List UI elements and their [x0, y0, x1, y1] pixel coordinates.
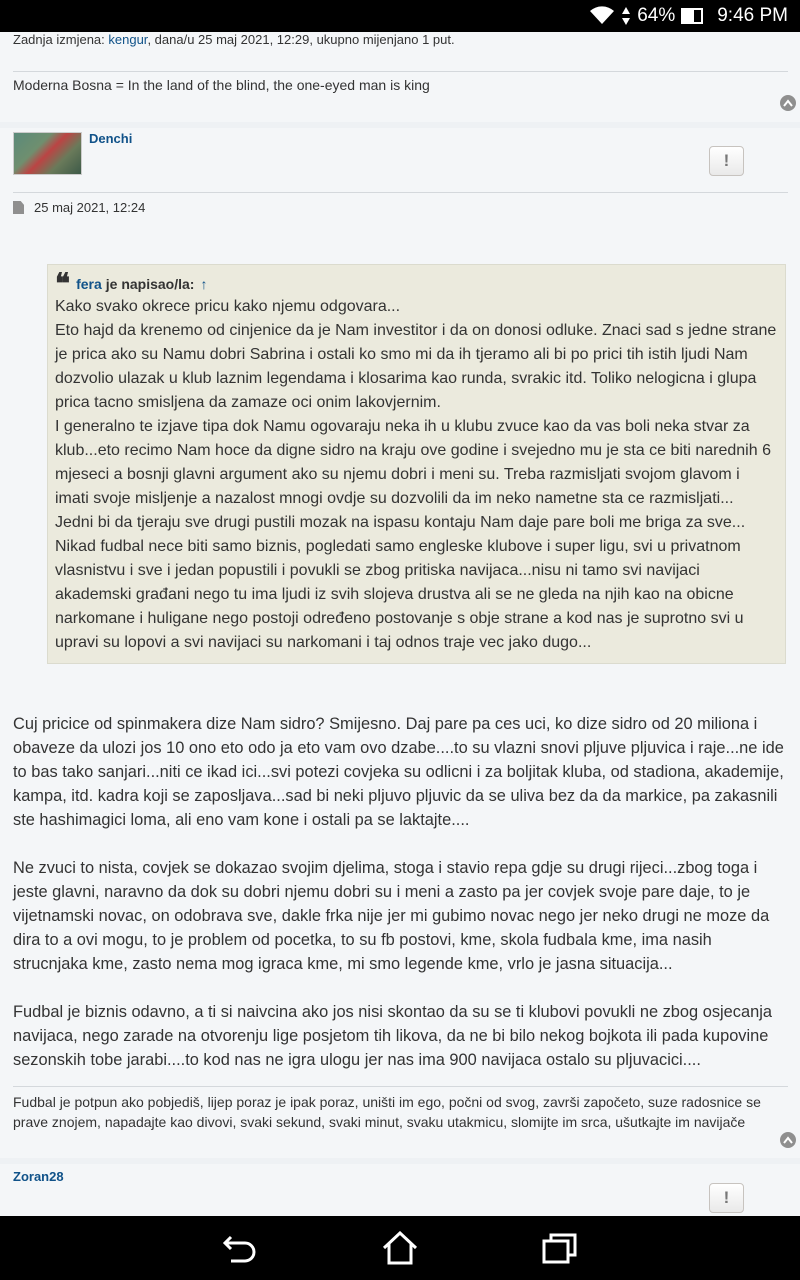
post-main [0, 128, 800, 1158]
clock: 9:46 PM [717, 5, 788, 26]
post-date [13, 200, 145, 215]
divider [13, 71, 788, 72]
signature: Moderna Bosna = In the land of the blind, the one-eyed man is king [13, 77, 430, 93]
navigation-bar [0, 1216, 800, 1280]
quote-icon: ❝ [55, 267, 71, 300]
data-arrows-icon [621, 6, 631, 26]
page-content [0, 32, 800, 1216]
signature: Fudbal je potpun ako pobjediš, lijep poraz je ipak poraz, uništi im ego, počni od svog, završi započeto, suze radosnice se prave znojem, napadajte kao divovi, svaki sekund, svaki minut, svaku utakmicu, slomijte im srca, ušutkajte im navijače [13, 1094, 761, 1130]
back-to-top-icon[interactable] [780, 95, 796, 111]
report-button[interactable]: ! [709, 146, 744, 176]
report-button[interactable]: ! [709, 1183, 744, 1213]
quote-text: Kako svako okrece pricu kako njemu odgovara... Eto hajd da krenemo od cinjenice da je Nam investitor i da on donosi odluke. Znaci sad s jedne strane je prica ako su Namu dobri Sabrina i ostali ko smo mi da ih tjeramo ali bi po prici tih istih ljudi Nam dozvolio ulazak u klub laznim legendama i klosarima kao runda, svrakic itd. Toliko nelogicna i glupa prica tacno smisljena da zamaze oci onim lakovjernim. I generalno te izjave tipa dok Namu ogovaraju neka ih u klubu zvuce kao da vas boli neka stvar za klub...eto recimo Nam hoce da digne sidro na kraju ove godine i svejedno mu je sta ce biti narednih 6 mjeseci a bosnji glavni argument ako su njemu dobri i meni su. Treba razmisljati svojom glavom i imati svoje misljenje a nazalost mnogi ovdje su dozvolili da im neko nametne sta ce razmisljati... Jedni bi da tjeraju sve drugi pustili mozak na ispasu kontaju Nam daje pare boli me briga za sve... Nikad fudbal nece biti samo biznis, pogledati samo engleske klubove i super ligu, svi u privatnom vlasnistvu i sve i jedan popustili i povukli se zbog pritiska navijaca...nisu ni tamo svi navijaci akademski građani nego tu ima ljudi iz svih slojeva drustva ali se ne gleda na njih kao na obicne narkomane i huligane nego postoji određeno postovanje s obje strane a kod nas je suprotno svi u upravi su lopovi a svi navijaci su narkomani i taj odnos traje vec jako dugo... [55, 298, 777, 651]
post-paragraph-1: Cuj pricice od spinmakera dize Nam sidro? Smijesno. Daj pare pa ces uci, ko dize sidro od 20 miliona i obaveze da ulozi jos 10 ono eto odo ja eto vam ovo dzabe....to su vlazni snovi pljuve pljuvica i raje...ne ide to bas tako sanjari...niti ce ikad ici...svi potezi covjeka su odlicni i za boljitak kluba, od stadiona, akademije, kampa, itd. kadra koji se zaposljava...sad bi neki pljuvo pljuvic da se uliva bez da da markice, pa zakasnili ste hashimagici loma, ali eno vam kone i ostali pa se laktajte.... [13, 715, 784, 829]
edit-note-prefix: Zadnja izmjena: [13, 32, 109, 47]
battery-icon [681, 8, 703, 24]
divider [13, 192, 788, 193]
quote-source-link[interactable]: ↑ [200, 276, 208, 292]
quote-block [47, 264, 786, 664]
back-to-top-icon[interactable] [780, 1132, 796, 1148]
post-next [0, 1164, 800, 1216]
post-author[interactable]: Denchi [89, 131, 133, 146]
back-icon[interactable] [220, 1228, 260, 1268]
quote-header [55, 267, 777, 300]
post-date-text: 25 maj 2021, 12:24 [34, 200, 146, 215]
edit-user-link[interactable]: kengur [108, 32, 148, 47]
post-previous [0, 32, 800, 122]
post-paragraph-3: Fudbal je biznis odavno, a ti si naivcina ako jos nisi skontao da su se ti klubovi povukli ne zbog osjecanja navijaca, nego zarade na otvorenju lige posjetom tih likova, da ne bi bilo nekog bojkota ili pada kupovine sezonskih tobe jarabi....to kod nas ne igra ulogu jer nas ima 900 navijaca ostalo su pljuvacici.... [13, 1003, 772, 1069]
avatar[interactable] [13, 132, 82, 175]
recents-icon[interactable] [540, 1228, 580, 1268]
wifi-icon [589, 6, 615, 26]
status-bar [0, 0, 800, 32]
post-author[interactable]: Zoran28 [13, 1169, 64, 1184]
post-icon [13, 201, 24, 214]
battery-percent: 64% [637, 5, 676, 26]
edit-note-suffix: , dana/u 25 maj 2021, 12:29, ukupno mijenjano 1 put. [147, 32, 455, 47]
quote-wrote: je napisao/la: [105, 276, 195, 292]
edit-note [13, 32, 455, 47]
post-paragraph-2: Ne zvuci to nista, covjek se dokazao svojim djelima, stoga i stavio repa gdje su drugi rijeci...zbog toga i jeste glavni, naravno da dok su dobri njemu dobri su i meni a zasto pa jer covjek svoje pare daje, to je vijetnamski novac, on odobrava sve, dakle frka nije jer mi gubimo novac nego jer neko drugi ne moze da dira to a ovi mogu, to je problem od pocetka, to su fb postovi, kme, skola fudbala kme, ima nasih strucnjaka kme, zasto nema mog igraca kme, mi smo legende kme, vrlo je jasna situacija... [13, 859, 770, 973]
quote-author-link[interactable]: fera [76, 276, 102, 292]
divider [13, 1086, 788, 1087]
home-icon[interactable] [380, 1228, 420, 1268]
